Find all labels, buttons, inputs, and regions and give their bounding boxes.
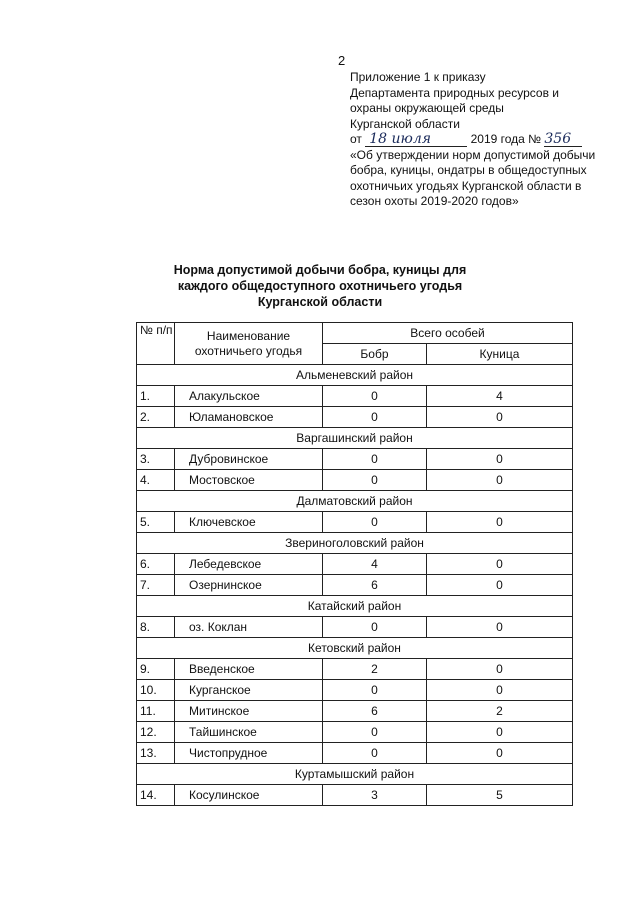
marten-count: 0	[426, 470, 572, 491]
beaver-count: 4	[323, 554, 427, 575]
header-beaver: Бобр	[323, 344, 427, 365]
beaver-count: 0	[323, 470, 427, 491]
hunting-ground-name: Введенское	[175, 659, 323, 680]
marten-count: 0	[426, 407, 572, 428]
row-number: 1.	[137, 386, 175, 407]
beaver-count: 6	[323, 701, 427, 722]
district-name: Звериноголовский район	[137, 533, 573, 554]
row-number: 11.	[137, 701, 175, 722]
hunting-ground-name: Юламановское	[175, 407, 323, 428]
district-row	[137, 533, 573, 554]
row-number: 3.	[137, 449, 175, 470]
row-number: 7.	[137, 575, 175, 596]
row-number: 13.	[137, 743, 175, 764]
appendix-line: Приложение 1 к приказу	[350, 70, 486, 84]
hunting-ground-name: Ключевское	[175, 512, 323, 533]
table-row	[137, 449, 573, 470]
hunting-ground-name: Дубровинское	[175, 449, 323, 470]
page-number: 2	[338, 53, 346, 68]
marten-count: 5	[426, 785, 572, 806]
table-row	[137, 743, 573, 764]
marten-count: 2	[426, 701, 572, 722]
district-name: Кетовский район	[137, 638, 573, 659]
marten-count: 0	[426, 617, 572, 638]
beaver-count: 0	[323, 449, 427, 470]
beaver-count: 0	[323, 680, 427, 701]
appendix-line: Курганской области	[350, 116, 460, 131]
district-row	[137, 638, 573, 659]
handwritten-date: 18 июля	[365, 133, 467, 147]
marten-count: 0	[426, 659, 572, 680]
marten-count: 0	[426, 680, 572, 701]
document-title: Норма допустимой добычи бобра, куницы для каждого общедоступного охотничьего угодья Курганской области	[173, 263, 467, 309]
marten-count: 4	[426, 386, 572, 407]
district-name: Катайский район	[137, 596, 573, 617]
row-number: 8.	[137, 617, 175, 638]
table-row	[137, 722, 573, 743]
header-name: Наименование охотничьего угодья	[175, 323, 323, 365]
district-name: Альменевский район	[137, 365, 573, 386]
district-row	[137, 491, 573, 512]
appendix-line: охраны окружающей среды	[350, 101, 504, 115]
appendix-subject: «Об утверждении норм допустимой добычи бобра, куницы, ондатры в общедоступных охотничьих угодьях Курганской области в сезон охоты 2019-2020 годов»	[350, 147, 596, 208]
row-number: 10.	[137, 680, 175, 701]
header-total: Всего особей	[323, 323, 573, 344]
row-number: 9.	[137, 659, 175, 680]
table-row	[137, 617, 573, 638]
district-row	[137, 596, 573, 617]
row-number: 4.	[137, 470, 175, 491]
hunting-ground-name: Мостовское	[175, 470, 323, 491]
marten-count: 0	[426, 743, 572, 764]
marten-count: 0	[426, 512, 572, 533]
hunting-ground-name: Озернинское	[175, 575, 323, 596]
header-number: № п/п	[137, 323, 175, 365]
date-prefix: от	[350, 132, 362, 146]
marten-count: 0	[426, 575, 572, 596]
quota-table	[136, 322, 573, 806]
appendix-block	[350, 70, 600, 210]
beaver-count: 0	[323, 512, 427, 533]
appendix-date-line	[350, 132, 600, 148]
table-row	[137, 659, 573, 680]
table-row	[137, 470, 573, 491]
district-name: Варгашинский район	[137, 428, 573, 449]
row-number: 12.	[137, 722, 175, 743]
district-row	[137, 365, 573, 386]
table-row	[137, 575, 573, 596]
hunting-ground-name: Лебедевское	[175, 554, 323, 575]
appendix-line: Департамента природных ресурсов и	[350, 85, 559, 100]
hunting-ground-name: Косулинское	[175, 785, 323, 806]
marten-count: 0	[426, 554, 572, 575]
table-row	[137, 785, 573, 806]
beaver-count: 2	[323, 659, 427, 680]
hunting-ground-name: Чистопрудное	[175, 743, 323, 764]
beaver-count: 0	[323, 743, 427, 764]
beaver-count: 0	[323, 722, 427, 743]
marten-count: 0	[426, 449, 572, 470]
table-row	[137, 407, 573, 428]
hunting-ground-name: оз. Коклан	[175, 617, 323, 638]
handwritten-order-number: 356	[544, 133, 582, 147]
beaver-count: 0	[323, 407, 427, 428]
beaver-count: 6	[323, 575, 427, 596]
row-number: 14.	[137, 785, 175, 806]
table-row	[137, 512, 573, 533]
district-row	[137, 428, 573, 449]
marten-count: 0	[426, 722, 572, 743]
date-suffix: 2019 года №	[470, 132, 542, 146]
hunting-ground-name: Алакульское	[175, 386, 323, 407]
table-row	[137, 386, 573, 407]
table-row	[137, 680, 573, 701]
beaver-count: 0	[323, 617, 427, 638]
hunting-ground-name: Тайшинское	[175, 722, 323, 743]
district-row	[137, 764, 573, 785]
row-number: 6.	[137, 554, 175, 575]
table-row	[137, 554, 573, 575]
hunting-ground-name: Митинское	[175, 701, 323, 722]
row-number: 2.	[137, 407, 175, 428]
beaver-count: 0	[323, 386, 427, 407]
header-marten: Куница	[426, 344, 572, 365]
table-row	[137, 701, 573, 722]
district-name: Куртамышский район	[137, 764, 573, 785]
beaver-count: 3	[323, 785, 427, 806]
hunting-ground-name: Курганское	[175, 680, 323, 701]
district-name: Далматовский район	[137, 491, 573, 512]
row-number: 5.	[137, 512, 175, 533]
